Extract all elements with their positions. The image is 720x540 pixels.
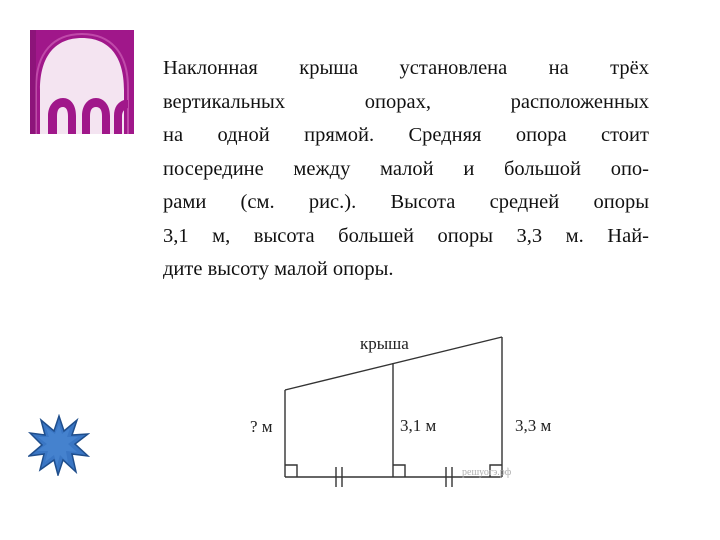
big-support-label: 3,3 м (515, 416, 552, 435)
problem-line: дите высоту малой опоры. (163, 258, 394, 280)
right-angle-mark (393, 465, 405, 477)
watermark: решуогэ.рф (462, 467, 512, 478)
starburst-button-icon[interactable] (28, 414, 90, 476)
right-angle-mark (285, 465, 297, 477)
problem-line: рами (см. рис.). Высота средней опоры (163, 191, 649, 213)
problem-line: 3,1 м, высота большей опоры 3,3 м. Най- (163, 224, 649, 247)
middle-support-label: 3,1 м (400, 416, 437, 435)
problem-line: на одной прямой. Средняя опора стоит (163, 124, 649, 146)
small-support-label: ? м (250, 417, 273, 436)
problem-line: вертикальных опорах, расположенных (163, 90, 649, 113)
problem-line: посередине между малой и большой опо- (163, 157, 649, 180)
problem-text (163, 52, 649, 287)
problem-line: Наклонная крыша установлена на трёх (163, 57, 649, 79)
logo-badge (30, 30, 134, 134)
roof-diagram (230, 325, 590, 500)
roof-label: крыша (360, 334, 409, 353)
logo-badge-icon (30, 30, 134, 134)
